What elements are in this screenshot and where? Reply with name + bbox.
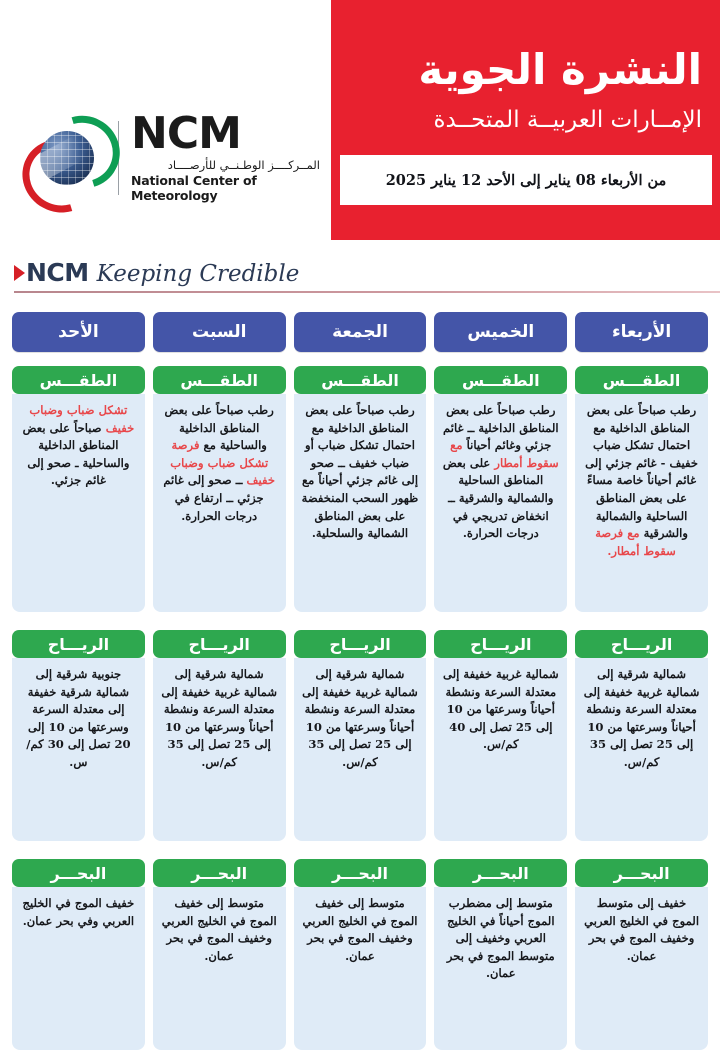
- section-label-sea: البحـــر: [12, 859, 145, 887]
- section-label-sea: البحـــر: [153, 859, 286, 887]
- section-label-weather: الطقـــس: [434, 366, 567, 394]
- weather-text-sunday: [12, 394, 145, 612]
- sea-text-saturday: متوسط إلى خفيف الموج في الخليج العربي وخفيف الموج في بحر عمان.: [153, 887, 286, 1050]
- date-range-text: من الأربعاء 08 يناير إلى الأحد 12 يناير 2025: [385, 171, 667, 189]
- logo-wordmark: [131, 107, 320, 204]
- weather-text-wednesday: [575, 394, 708, 612]
- wind-text-thursday: شمالية غربية خفيفة إلى معتدلة السرعة ونشطة أحياناً وسرعتها من 10 إلى 25 تصل إلى 40 كم/س.: [434, 658, 567, 841]
- weather-text-highlight: تشكل ضباب وضباب خفيف: [29, 403, 135, 435]
- sea-text-thursday: متوسط إلى مضطرب الموج أحياناً في الخليج العربي وخفيف إلى متوسط الموج في بحر عمان.: [434, 887, 567, 1050]
- weather-text-pre: رطب صباحاً على بعض المناطق الداخلية والساحلية مع: [164, 403, 274, 453]
- tagline-slogan: Keeping Credible: [96, 261, 300, 287]
- weather-text-thursday: [434, 394, 567, 612]
- day-header-wednesday[interactable]: الأربعاء: [575, 312, 708, 352]
- tagline-bar: [0, 258, 720, 300]
- page-subtitle: الإمــارات العربيــة المتحــدة: [433, 107, 702, 133]
- day-column-wednesday: [575, 312, 708, 1050]
- weather-text-highlight: فرصة تشكل ضباب وضباب خفيف: [170, 438, 276, 488]
- day-column-sunday: [12, 312, 145, 1050]
- section-label-sea: البحـــر: [434, 859, 567, 887]
- weather-text-pre: رطب صباحاً على بعض المناطق الداخلية مع احتمال تشكل ضباب أو ضباب خفيف ــ صحو إلى غائم جزئي أحياناً مع ظهور السحب المنخفضة على بعض المناطق الشمالية والسلحلية.: [301, 403, 419, 541]
- section-label-wind: الريـــاح: [294, 630, 427, 658]
- wind-text-saturday: شمالية شرقية إلى شمالية غربية خفيفة إلى معتدلة السرعة ونشطة أحياناً وسرعتها من 10 إلى 25 تصل إلى 35 كم/س.: [153, 658, 286, 841]
- date-range-banner: [340, 155, 712, 205]
- sea-text-friday: متوسط إلى خفيف الموج في الخليج العربي وخفيف الموج في بحر عمان.: [294, 887, 427, 1050]
- forecast-grid: [12, 312, 708, 1050]
- wind-text-friday: شمالية شرقية إلى شمالية غربية خفيفة إلى معتدلة السرعة ونشطة أحياناً وسرعتها من 10 إلى 25 تصل إلى 35 كم/س.: [294, 658, 427, 841]
- section-label-weather: الطقـــس: [294, 366, 427, 394]
- section-label-sea: البحـــر: [294, 859, 427, 887]
- ncm-globe-icon: [20, 114, 112, 202]
- weather-text-post: على بعض المناطق الساحلية والشمالية والشرقية ــ انخفاض تدريجي في درجات الحرارة.: [442, 455, 554, 541]
- day-header-sunday[interactable]: الأحد: [12, 312, 145, 352]
- weather-text-post: صباحاً على بعض المناطق الداخلية والساحلية ـ صحو إلى غائم جزئي.: [22, 420, 130, 488]
- tagline-divider: [14, 291, 720, 293]
- ncm-logo: [20, 107, 320, 204]
- section-label-weather: الطقـــس: [575, 366, 708, 394]
- day-header-thursday[interactable]: الخميس: [434, 312, 567, 352]
- section-label-weather: الطقـــس: [12, 366, 145, 394]
- section-label-wind: الريـــاح: [575, 630, 708, 658]
- section-label-weather: الطقـــس: [153, 366, 286, 394]
- globe-icon: [40, 131, 94, 185]
- wind-text-sunday: جنوبية شرقية إلى شمالية شرقية خفيفة إلى معتدلة السرعة وسرعتها من 10 إلى 20 تصل إلى 30 كم/س.: [12, 658, 145, 841]
- day-column-thursday: [434, 312, 567, 1050]
- weather-text-highlight: مع فرصة سقوط أمطار.: [595, 526, 676, 558]
- wind-text-wednesday: شمالية شرقية إلى شمالية غربية خفيفة إلى معتدلة السرعة ونشطة أحياناً وسرعتها من 10 إلى 25 تصل إلى 35 كم/س.: [575, 658, 708, 841]
- day-header-friday[interactable]: الجمعة: [294, 312, 427, 352]
- day-header-saturday[interactable]: السبت: [153, 312, 286, 352]
- logo-name-english: National Center of Meteorology: [131, 173, 257, 204]
- weather-text-highlight: مع سقوط أمطار: [450, 438, 559, 470]
- page-title: النشرة الجوية: [418, 45, 702, 94]
- play-arrow-icon: [14, 265, 25, 281]
- logo-acronym: NCM: [131, 107, 241, 159]
- section-label-wind: الريـــاح: [12, 630, 145, 658]
- weather-text-pre: رطب صباحاً على بعض المناطق الداخلية مع احتمال تشكل ضباب خفيف - غائم جزئي إلى غائم أحياناً خاصة مساءً على بعض المناطق الساحلية والشمالية والشرقية: [585, 403, 699, 541]
- sea-text-wednesday: خفيف إلى متوسط الموج في الخليج العربي وخفيف الموج في بحر عمان.: [575, 887, 708, 1050]
- page-header: [0, 0, 720, 240]
- section-label-sea: البحـــر: [575, 859, 708, 887]
- weather-text-post: ــ صحو إلى غائم جزئي ــ ارتفاع في درجات الحرارة.: [163, 473, 264, 523]
- section-label-wind: الريـــاح: [434, 630, 567, 658]
- sea-text-sunday: خفيف الموج في الخليج العربي وفي بحر عمان.: [12, 887, 145, 1050]
- tagline-content: [14, 258, 299, 287]
- section-label-wind: الريـــاح: [153, 630, 286, 658]
- weather-text-pre: رطب صباحاً على بعض المناطق الداخلية ــ غائم جزئي وغائم أحياناً: [443, 403, 559, 453]
- weather-text-friday: [294, 394, 427, 612]
- logo-name-arabic: المــركــــز الوطـنــي للأرصــــاد: [167, 158, 320, 173]
- weather-text-saturday: [153, 394, 286, 612]
- day-column-friday: [294, 312, 427, 1050]
- tagline-brand: NCM: [26, 258, 89, 287]
- day-column-saturday: [153, 312, 286, 1050]
